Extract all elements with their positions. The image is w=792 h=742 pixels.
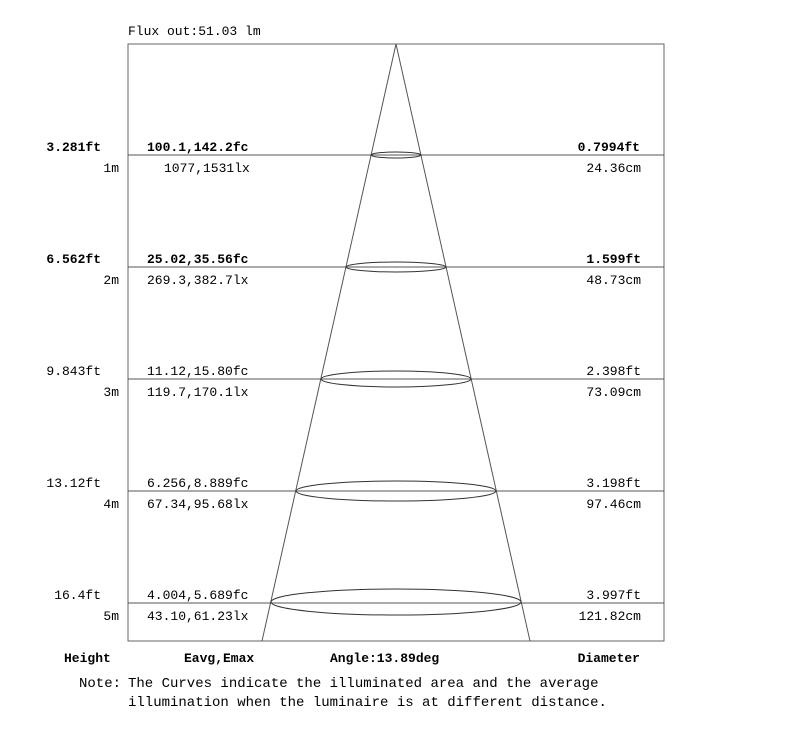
height-m: 3m [103,385,119,400]
beam-ellipse-5m [271,589,521,615]
illuminance-lx: 67.34,95.68lx [147,497,249,512]
height-ft: 13.12ft [46,476,101,491]
illuminance-fc: 11.12,15.80fc [147,364,249,379]
illuminance-fc: 25.02,35.56fc [147,252,249,267]
beam-edge-right [396,44,530,641]
height-column-label: Height [64,651,111,666]
illuminance-lx: 1077,1531lx [164,161,250,176]
row-1m [46,140,641,176]
row-5m [54,588,641,624]
footer-labels [64,651,640,666]
flux-label: Flux out:51.03 lm [128,24,261,39]
diameter-ft: 3.198ft [586,476,641,491]
height-ft: 16.4ft [54,588,101,603]
height-m: 1m [103,161,119,176]
height-ft: 9.843ft [46,364,101,379]
beam-cone [262,44,530,641]
diameter-ft: 0.7994ft [577,140,640,155]
diameter-cm: 121.82cm [578,609,641,624]
height-m: 4m [103,497,119,512]
beam-angle-label: Angle:13.89deg [330,651,440,666]
diameter-column-label: Diameter [577,651,640,666]
diameter-cm: 97.46cm [586,497,641,512]
note-line-1: The Curves indicate the illuminated area and the average [128,676,599,692]
height-ft: 6.562ft [46,252,101,267]
illuminance-lx: 43.10,61.23lx [147,609,249,624]
height-m: 5m [103,609,119,624]
row-2m [46,252,641,288]
illuminance-lx: 269.3,382.7lx [147,273,249,288]
eavg-emax-column-label: Eavg,Emax [184,651,255,666]
note-prefix: Note: [79,676,122,692]
diameter-cm: 73.09cm [586,385,641,400]
beam-edge-left [262,44,396,641]
diameter-ft: 2.398ft [586,364,641,379]
diameter-ft: 1.599ft [586,252,641,267]
row-4m [46,476,641,512]
illuminance-lx: 119.7,170.1lx [147,385,249,400]
diameter-cm: 24.36cm [586,161,641,176]
note-line-2: illumination when the luminaire is at different distance. [128,695,607,711]
illuminance-fc: 4.004,5.689fc [147,588,249,603]
distance-lines [128,155,664,603]
row-3m [46,364,641,400]
illuminance-fc: 6.256,8.889fc [147,476,249,491]
diameter-ft: 3.997ft [586,588,641,603]
height-ft: 3.281ft [46,140,101,155]
illuminance-fc: 100.1,142.2fc [147,140,249,155]
beam-ellipses [271,152,521,615]
note [79,676,607,711]
diameter-cm: 48.73cm [586,273,641,288]
diagram-frame [128,44,664,641]
height-m: 2m [103,273,119,288]
